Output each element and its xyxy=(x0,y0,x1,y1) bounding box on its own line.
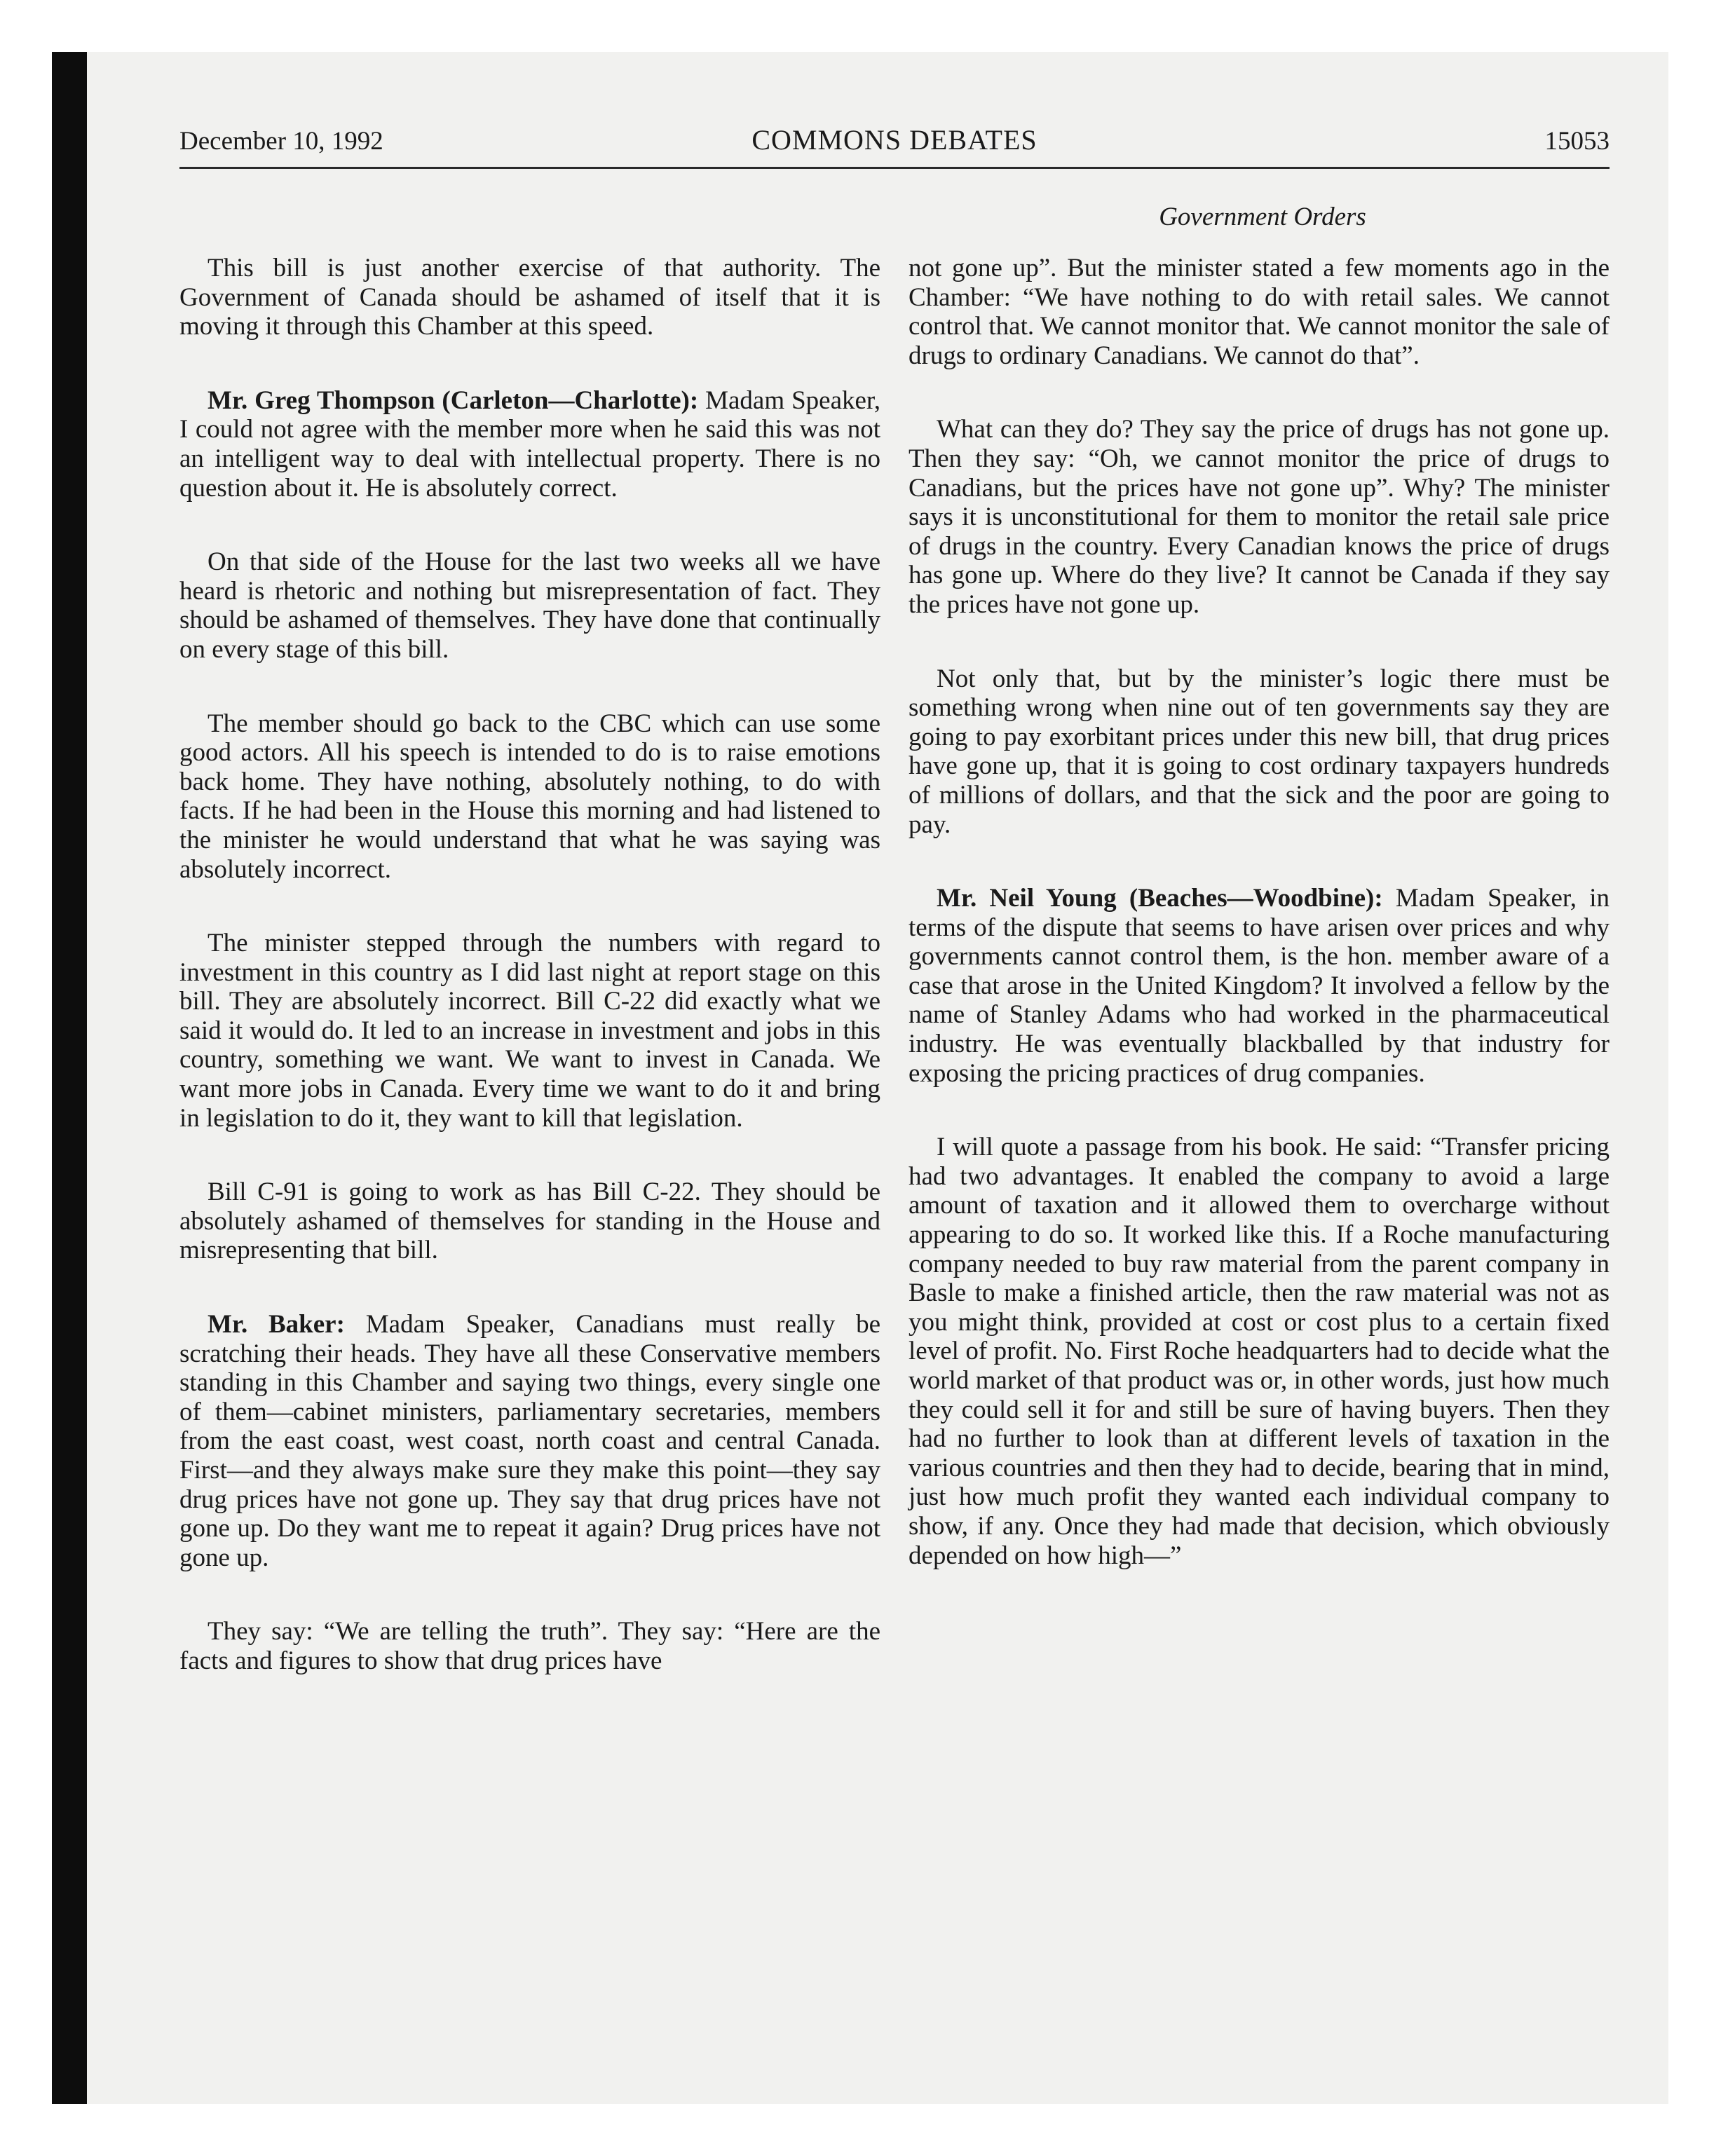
paragraph xyxy=(909,884,1610,1088)
paragraph xyxy=(179,709,880,885)
paragraph-text: The minister stepped through the numbers with regard to investment in this country as I did last night at report stage on this bill. They are absolutely incorrect. Bill C-22 did exactly what we said it would do. It led to an increase in investment and jobs in this country, something we want. We want to invest in Canada. We want more jobs in Canada. Every time we want to do it and bring in legislation to do it, they want to kill that legislation. xyxy=(179,929,880,1133)
page-number: 15053 xyxy=(1544,127,1610,156)
paragraph-text: Not only that, but by the minister’s logic there must be something wrong when nine out of ten governments say they are going to pay exorbitant prices under this new bill, that drug prices have gone up, that it is going to cost ordinary taxpayers hundreds of millions of dollars, and that the sick and the poor are going to pay. xyxy=(909,664,1610,839)
paragraph-text: On that side of the House for the last two weeks all we have heard is rhetoric and nothing but misrepresentation of fact. They should be ashamed of themselves. They have done that continually on every stage of this bill. xyxy=(179,547,880,664)
paragraph xyxy=(179,1310,880,1572)
paragraph xyxy=(909,254,1610,370)
scan-edge-bar xyxy=(52,52,87,2104)
paragraph xyxy=(179,386,880,503)
section-title: Government Orders xyxy=(1159,203,1366,231)
left-column xyxy=(179,254,880,1676)
paragraph xyxy=(179,547,880,664)
paragraph-text: Madam Speaker, I could not agree with the member more when he said this was not an intelligent way to deal with intellectual property. There is no question about it. He is absolutely correct. xyxy=(179,386,881,503)
paragraph xyxy=(179,929,880,1133)
paragraph xyxy=(179,1178,880,1265)
paragraph-text: not gone up”. But the minister stated a few moments ago in the Chamber: “We have nothing to do with retail sales. We cannot control that. We cannot monitor that. We cannot monitor the sale of drugs to ordinary Canadians. We cannot do that”. xyxy=(909,254,1610,370)
header-title: COMMONS DEBATES xyxy=(751,124,1037,156)
paragraph xyxy=(179,1617,880,1675)
speaker-name: Mr. Neil Young (Beaches—Woodbine): xyxy=(937,884,1383,913)
paragraph xyxy=(909,1133,1610,1570)
paragraph-text: Madam Speaker, in terms of the dispute that seems to have arisen over prices and why governments cannot control them, is the hon. member aware of a case that arose in the United Kingdom? It involved a fellow by the name of Stanley Adams who had worked in the pharmaceutical industry. He was eventually blackballed by that industry for exposing the pricing practices of drug companies. xyxy=(909,884,1610,1088)
paragraph xyxy=(909,664,1610,840)
header-date: December 10, 1992 xyxy=(179,127,383,156)
paragraph xyxy=(909,415,1610,619)
right-column xyxy=(909,254,1610,1570)
speaker-name: Mr. Greg Thompson (Carleton—Charlotte): xyxy=(207,386,699,415)
page-header xyxy=(179,123,1610,169)
paragraph-text: What can they do? They say the price of drugs has not gone up. Then they say: “Oh, we cannot monitor the price of drugs to Canadians, but the prices have not gone up”. Why? The minister says it is unconstitutional for them to monitor the retail sale price of drugs in the country. Every Canadian knows the price of drugs has gone up. Where do they live? It cannot be Canada if they say the prices have not gone up. xyxy=(909,415,1610,619)
paragraph-text: They say: “We are telling the truth”. They say: “Here are the facts and figures to show that drug prices have xyxy=(179,1617,880,1675)
speaker-name: Mr. Baker: xyxy=(207,1310,345,1339)
paragraph-text: The member should go back to the CBC which can use some good actors. All his speech is intended to do is to raise emotions back home. They have nothing, absolutely nothing, to do with facts. If he had been in the House this morning and had listened to the minister he would understand that what he was saying was absolutely incorrect. xyxy=(179,709,880,884)
paragraph-text: Bill C-91 is going to work as has Bill C-22. They should be absolutely ashamed of themselves for standing in the House and misrepresenting that bill. xyxy=(179,1178,880,1265)
paragraph xyxy=(179,254,880,341)
paragraph-text: This bill is just another exercise of that authority. The Government of Canada should be ashamed of itself that it is moving it through this Chamber at this speed. xyxy=(179,254,880,341)
paragraph-text: Madam Speaker, Canadians must really be scratching their heads. They have all these Conservative members standing in this Chamber and saying two things, every single one of them—cabinet ministers, parliamentary secretaries, members from the east coast, west coast, north coast and central Canada. First—and they always make sure they make this point—they say drug prices have not gone up. They say that drug prices have not gone up. Do they want me to repeat it again? Drug prices have not gone up. xyxy=(179,1310,880,1572)
paragraph-text: I will quote a passage from his book. He said: “Transfer pricing had two advantages. It enabled the company to avoid a large amount of taxation and it allowed them to overcharge without appearing to do so. It worked like this. If a Roche manufacturing company needed to buy raw material from the parent company in Basle to make a finished article, then the raw material was not as you might think, provided at cost or cost plus to a certain fixed level of profit. No. First Roche headquarters had to decide what the world market of that product was or, in other words, just how much they could sell it for and still be sure of having buyers. Then they had no further to look than at different levels of taxation in the various countries and then they had to decide, bearing that in mind, just how much profit they wanted each individual company to show, if any. Once they had made that decision, which obviously depended on how high—” xyxy=(909,1133,1610,1570)
